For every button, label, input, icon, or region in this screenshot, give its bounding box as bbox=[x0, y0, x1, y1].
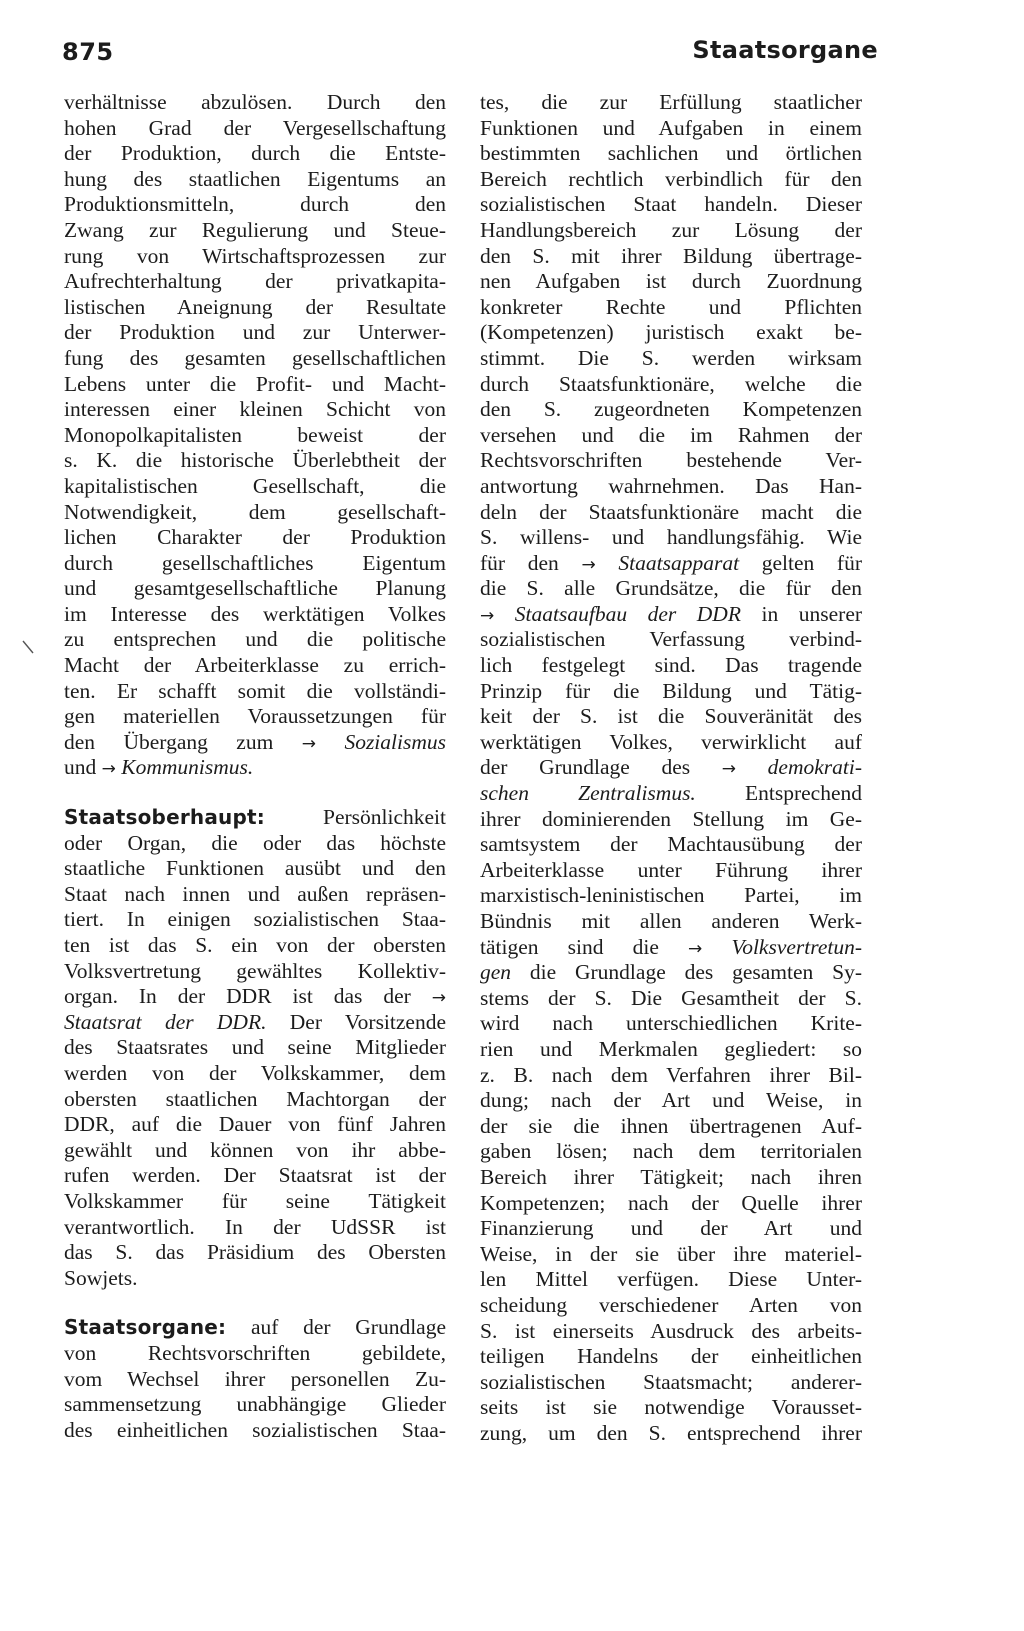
text-line: der Grundlage des → demokrati- bbox=[480, 755, 862, 780]
text-line: werden von der Volkskammer, dem bbox=[64, 1060, 446, 1085]
text-line: samtsystem der Machtausübung der bbox=[480, 832, 862, 857]
continued-entry bbox=[64, 90, 446, 730]
text-line: rung von Wirtschaftsprozessen zur bbox=[64, 243, 446, 268]
text-line: seits ist sie notwendige Vorausset- bbox=[480, 1395, 862, 1420]
text-line: zung, um den S. entsprechend ihrer bbox=[480, 1420, 862, 1445]
text-line: scheidung verschiedener Arten von bbox=[480, 1292, 862, 1317]
text-line: S. willens- und handlungsfähig. Wie bbox=[480, 525, 862, 550]
text-line: Notwendigkeit, dem gesellschaft- bbox=[64, 499, 446, 524]
text-line: Zwang zur Regulierung und Steue- bbox=[64, 217, 446, 242]
text-line: Volkskammer für seine Tätigkeit bbox=[64, 1188, 446, 1213]
text-line: Sowjets. bbox=[64, 1265, 138, 1290]
text-line: Bereich ihrer Tätigkeit; nach ihren bbox=[480, 1164, 862, 1189]
text-line: len Mittel verfügen. Diese Unter- bbox=[480, 1267, 862, 1292]
text-line: gen die Grundlage des gesamten Sy- bbox=[480, 960, 862, 985]
cross-reference[interactable]: Staatsrat der DDR. bbox=[64, 1009, 267, 1034]
text-line: zu entsprechen und die politische bbox=[64, 627, 446, 652]
text-line: gen materiellen Voraussetzungen für bbox=[64, 704, 446, 729]
text-line: sozialistischen Staat handeln. Dieser bbox=[480, 192, 862, 217]
text-line: hung des staatlichen Eigentums an bbox=[64, 166, 446, 191]
text-line: des Staatsrates und seine Mitglieder bbox=[64, 1035, 446, 1060]
text-line: ten. Er schafft somit die vollständi- bbox=[64, 678, 446, 703]
text-line: rufen werden. Der Staatsrat ist der bbox=[64, 1163, 446, 1188]
text-line: keit der S. ist die Souveränität des bbox=[480, 704, 862, 729]
entry-term: Staatsoberhaupt: bbox=[64, 805, 265, 830]
text-line: von Rechtsvorschriften gebildete, bbox=[64, 1340, 446, 1365]
arrow-icon: → bbox=[301, 733, 316, 754]
text-line: tiert. In einigen sozialistischen Staa- bbox=[64, 907, 446, 932]
text-line: den Übergang zum → Sozialismus bbox=[64, 729, 446, 754]
text-line: deln der Staatsfunktionäre macht die bbox=[480, 499, 862, 524]
text-line: lichen Charakter der Produktion bbox=[64, 525, 446, 550]
text-line: Prinzip für die Bildung und Tätig- bbox=[480, 678, 862, 703]
left-column bbox=[64, 90, 446, 1443]
cross-reference[interactable]: gen bbox=[480, 960, 512, 985]
cross-reference[interactable]: Sozialismus bbox=[344, 729, 446, 754]
text-line: S. ist einerseits Ausdruck des arbeits- bbox=[480, 1318, 862, 1343]
text-line: kapitalistischen Gesellschaft, die bbox=[64, 473, 446, 498]
text-line: die S. alle Grundsätze, die für den bbox=[480, 576, 862, 601]
text-line: den S. mit ihrer Bildung übertrage- bbox=[480, 243, 862, 268]
text-line: s. K. die historische Überlebtheit der bbox=[64, 448, 446, 473]
text-line: Weise, in der sie über ihre materiel- bbox=[480, 1241, 862, 1266]
text-line: konkreter Rechte und Pflichten bbox=[480, 294, 862, 319]
text-line: Aufrechterhaltung der privatkapita- bbox=[64, 269, 446, 294]
text-line: stems der S. Die Gesamtheit der S. bbox=[480, 985, 862, 1010]
text-line: verhältnisse abzulösen. Durch den bbox=[64, 90, 446, 114]
text-line: DDR, auf die Dauer von fünf Jahren bbox=[64, 1112, 446, 1137]
text-line: ihrer dominierenden Stellung im Ge- bbox=[480, 806, 862, 831]
text-line: Staatsoberhaupt: Persönlichkeit bbox=[64, 805, 446, 830]
cross-reference[interactable]: Kommunismus. bbox=[121, 755, 254, 780]
text-line: verantwortlich. In der UdSSR ist bbox=[64, 1214, 446, 1239]
text-line: oder Organ, die oder das höchste bbox=[64, 830, 446, 855]
text-line: der Produktion, durch die Entste- bbox=[64, 141, 446, 166]
text-line: sammensetzung unabhängige Glieder bbox=[64, 1392, 446, 1417]
text-line: (Kompetenzen) juristisch exakt be- bbox=[480, 320, 862, 345]
text-line: Macht der Arbeiterklasse zu errich- bbox=[64, 653, 446, 678]
page-number: 875 bbox=[62, 38, 114, 66]
text-line: antwortung wahrnehmen. Das Han- bbox=[480, 473, 862, 498]
text-line: im Interesse des werktätigen Volkes bbox=[64, 601, 446, 626]
text-line: lich festgelegt sind. Das tragende bbox=[480, 653, 862, 678]
text-line: durch gesellschaftliches Eigentum bbox=[64, 550, 446, 575]
text-line: organ. In der DDR ist das der → bbox=[64, 984, 446, 1009]
text-line: rien und Merkmalen gegliedert: so bbox=[480, 1036, 862, 1061]
text-line: fung des gesamten gesellschaftlichen bbox=[64, 345, 446, 370]
text-line: tes, die zur Erfüllung staatlicher bbox=[480, 90, 862, 114]
text-line: staatliche Funktionen ausübt und den bbox=[64, 856, 446, 881]
text-line: Produktionsmitteln, durch den bbox=[64, 192, 446, 217]
text-line: gewählt und können von ihr abbe- bbox=[64, 1137, 446, 1162]
text-line: tätigen sind die → Volksvertretun- bbox=[480, 934, 862, 959]
entry-gap bbox=[64, 781, 446, 805]
text-line: teiligen Handelns der einheitlichen bbox=[480, 1344, 862, 1369]
text-line: der Produktion und zur Unterwer- bbox=[64, 320, 446, 345]
text-line: wird nach unterschiedlichen Krite- bbox=[480, 1011, 862, 1036]
text-line: stimmt. Die S. werden wirksam bbox=[480, 345, 862, 370]
text-line: dung; nach der Art und Weise, in bbox=[480, 1088, 862, 1113]
text-line: den S. zugeordneten Kompetenzen bbox=[480, 397, 862, 422]
text-line: z. B. nach dem Verfahren ihrer Bil- bbox=[480, 1062, 862, 1087]
text-line: Arbeiterklasse unter Führung ihrer bbox=[480, 857, 862, 882]
text-line: schen Zentralismus. Entsprechend bbox=[480, 781, 862, 806]
cross-reference[interactable]: Volksvertretun- bbox=[731, 934, 862, 959]
text-line: marxistisch-leninistischen Partei, im bbox=[480, 883, 862, 908]
text-line: gaben lösen; nach dem territorialen bbox=[480, 1139, 862, 1164]
text-line: → Staatsaufbau der DDR in unserer bbox=[480, 601, 862, 626]
text-line: und → Kommunismus. bbox=[64, 755, 254, 780]
arrow-icon: → bbox=[581, 554, 596, 575]
text-line: hohen Grad der Vergesellschaftung bbox=[64, 115, 446, 140]
text-line: für den → Staatsapparat gelten für bbox=[480, 550, 862, 575]
text-line: Staat nach innen und außen repräsen- bbox=[64, 881, 446, 906]
text-line: das S. das Präsidium des Obersten bbox=[64, 1240, 446, 1265]
text-line: sozialistischen Verfassung verbind- bbox=[480, 627, 862, 652]
entry-staatsoberhaupt bbox=[64, 805, 446, 1291]
entry-staatsorgane bbox=[64, 1315, 446, 1443]
arrow-icon: → bbox=[431, 988, 446, 1009]
text-line: Lebens unter die Profit- und Macht- bbox=[64, 371, 446, 396]
text-line: ten ist das S. ein von der obersten bbox=[64, 933, 446, 957]
text-line: Finanzierung und der Art und bbox=[480, 1216, 862, 1241]
text-line: Bereich rechtlich verbindlich für den bbox=[480, 166, 862, 191]
text-line: des einheitlichen sozialistischen Staa- bbox=[64, 1417, 446, 1442]
cross-reference[interactable]: schen Zentralismus. bbox=[480, 781, 696, 806]
margin-mark bbox=[22, 640, 34, 654]
arrow-icon: → bbox=[480, 605, 495, 626]
text-line: sozialistischen Staatsmacht; anderer- bbox=[480, 1369, 862, 1394]
text-line: listischen Aneignung der Resultate bbox=[64, 294, 446, 319]
entry-gap bbox=[64, 1291, 446, 1315]
text-line: der sie die ihnen übertragenen Auf- bbox=[480, 1113, 862, 1138]
text-line: versehen und die im Rahmen der bbox=[480, 422, 862, 447]
text-line: nen Aufgaben ist durch Zuordnung bbox=[480, 269, 862, 294]
text-line: durch Staatsfunktionäre, welche die bbox=[480, 371, 862, 396]
text-line: interessen einer kleinen Schicht von bbox=[64, 397, 446, 422]
text-line: Monopolkapitalisten beweist der bbox=[64, 422, 446, 447]
arrow-icon: → bbox=[721, 759, 737, 780]
text-line: Bündnis mit allen anderen Werk- bbox=[480, 909, 862, 933]
text-line: Staatsrat der DDR. Der Vorsitzende bbox=[64, 1009, 446, 1034]
text-line: Staatsorgane: auf der Grundlage bbox=[64, 1315, 446, 1340]
text-line: vom Wechsel ihrer personellen Zu- bbox=[64, 1366, 446, 1391]
text-line: bestimmten sachlichen und örtlichen bbox=[480, 141, 862, 166]
arrow-icon: → bbox=[688, 938, 703, 959]
running-head: Staatsorgane bbox=[692, 36, 878, 64]
text-line: und gesamtgesellschaftliche Planung bbox=[64, 576, 446, 601]
text-line: werktätigen Volkes, verwirklicht auf bbox=[480, 729, 862, 754]
text-line: Handlungsbereich zur Lösung der bbox=[480, 217, 862, 242]
text-line: Funktionen und Aufgaben in einem bbox=[480, 115, 862, 140]
arrow-icon: → bbox=[101, 759, 116, 780]
cross-reference[interactable]: demokrati- bbox=[767, 755, 862, 780]
cross-reference[interactable]: Staatsaufbau der DDR bbox=[514, 601, 741, 626]
text-line: Volksvertretung gewähltes Kollektiv- bbox=[64, 958, 446, 983]
right-column bbox=[480, 90, 862, 1446]
text-line: Kompetenzen; nach der Quelle ihrer bbox=[480, 1190, 862, 1215]
text-line: obersten staatlichen Machtorgan der bbox=[64, 1086, 446, 1111]
cross-reference[interactable]: Staatsapparat bbox=[618, 550, 740, 575]
text-line: Rechtsvorschriften bestehende Ver- bbox=[480, 448, 862, 473]
entry-term: Staatsorgane: bbox=[64, 1315, 227, 1340]
